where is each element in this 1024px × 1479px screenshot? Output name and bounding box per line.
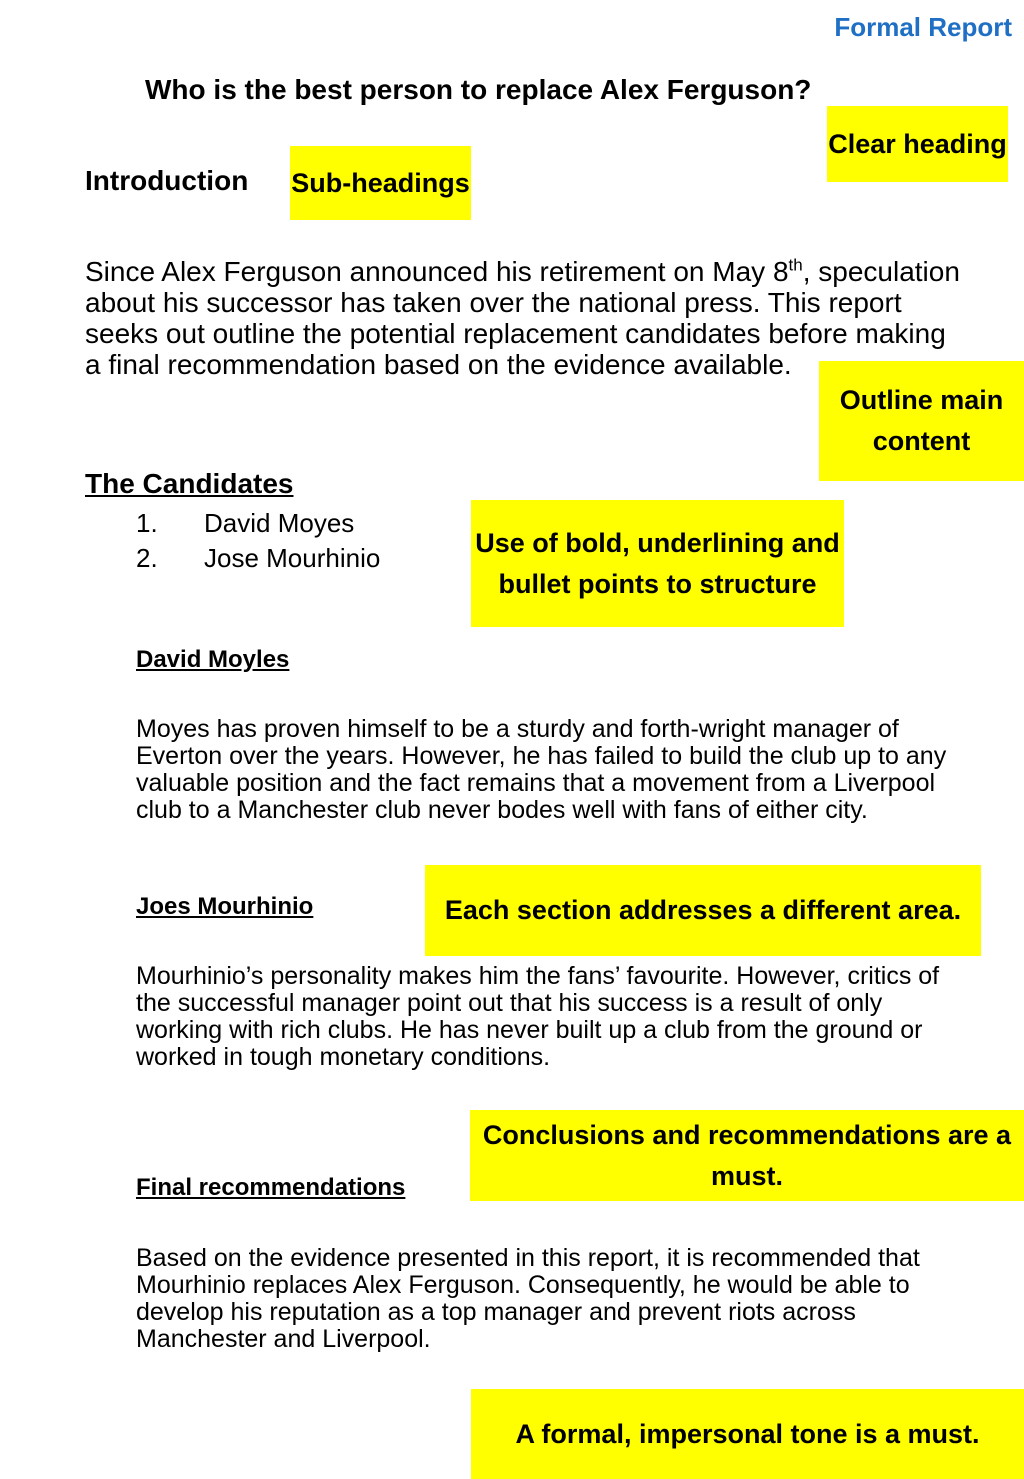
report-title: Who is the best person to replace Alex Ferguson? <box>145 74 812 105</box>
section-heading-mourhinio: Joes Mourhinio <box>136 893 314 920</box>
callout-clear-heading: Clear heading <box>827 106 1008 182</box>
section-body-mourhinio: Mourhinio’s personality makes him the fans’ favourite. However, critics of the successful manager point out that his success is a result of only working with rich clubs. He has never built up a club from the ground or worked in tough monetary conditions. <box>136 962 940 1071</box>
section-body-final: Based on the evidence presented in this report, it is recommended that Mourhinio replaces Alex Ferguson. Consequently, he would be able to develop his reputation as a top manager and prevent riots across Manchester and Liverpool. <box>136 1244 920 1353</box>
section-heading-final: Final recommendations <box>136 1174 406 1201</box>
document-type-label: Formal Report <box>834 12 1012 42</box>
introduction-heading: Introduction <box>85 165 249 196</box>
callout-sub-headings: Sub-headings <box>290 146 471 220</box>
callout-formal-tone: A formal, impersonal tone is a must. <box>471 1389 1024 1479</box>
callout-each-section: Each section addresses a different area. <box>425 865 981 956</box>
list-item: 1. David Moyes <box>136 508 355 538</box>
list-item: 2. Jose Mourhinio <box>136 543 381 573</box>
callout-structure: Use of bold, underlining and bullet points to structure <box>471 500 844 627</box>
callout-outline-main-content: Outline main content <box>819 361 1024 481</box>
section-body-moyes: Moyes has proven himself to be a sturdy and forth-wright manager of Everton over the years. However, he has failed to build the club up to any valuable position and the fact remains that a movement from a Liverpool club to a Manchester club never bodes well with fans of either city. <box>136 715 947 824</box>
section-heading-moyes: David Moyles <box>136 646 290 673</box>
callout-conclusions: Conclusions and recommendations are a must. <box>470 1110 1024 1201</box>
candidates-list <box>136 506 380 576</box>
introduction-paragraph: Since Alex Ferguson announced his retirement on May 8th, speculation about his successor has taken over the national press. This report seeks out outline the potential replacement candidates before making a final recommendation based on the evidence available. <box>85 255 960 380</box>
candidates-heading: The Candidates <box>85 468 294 499</box>
